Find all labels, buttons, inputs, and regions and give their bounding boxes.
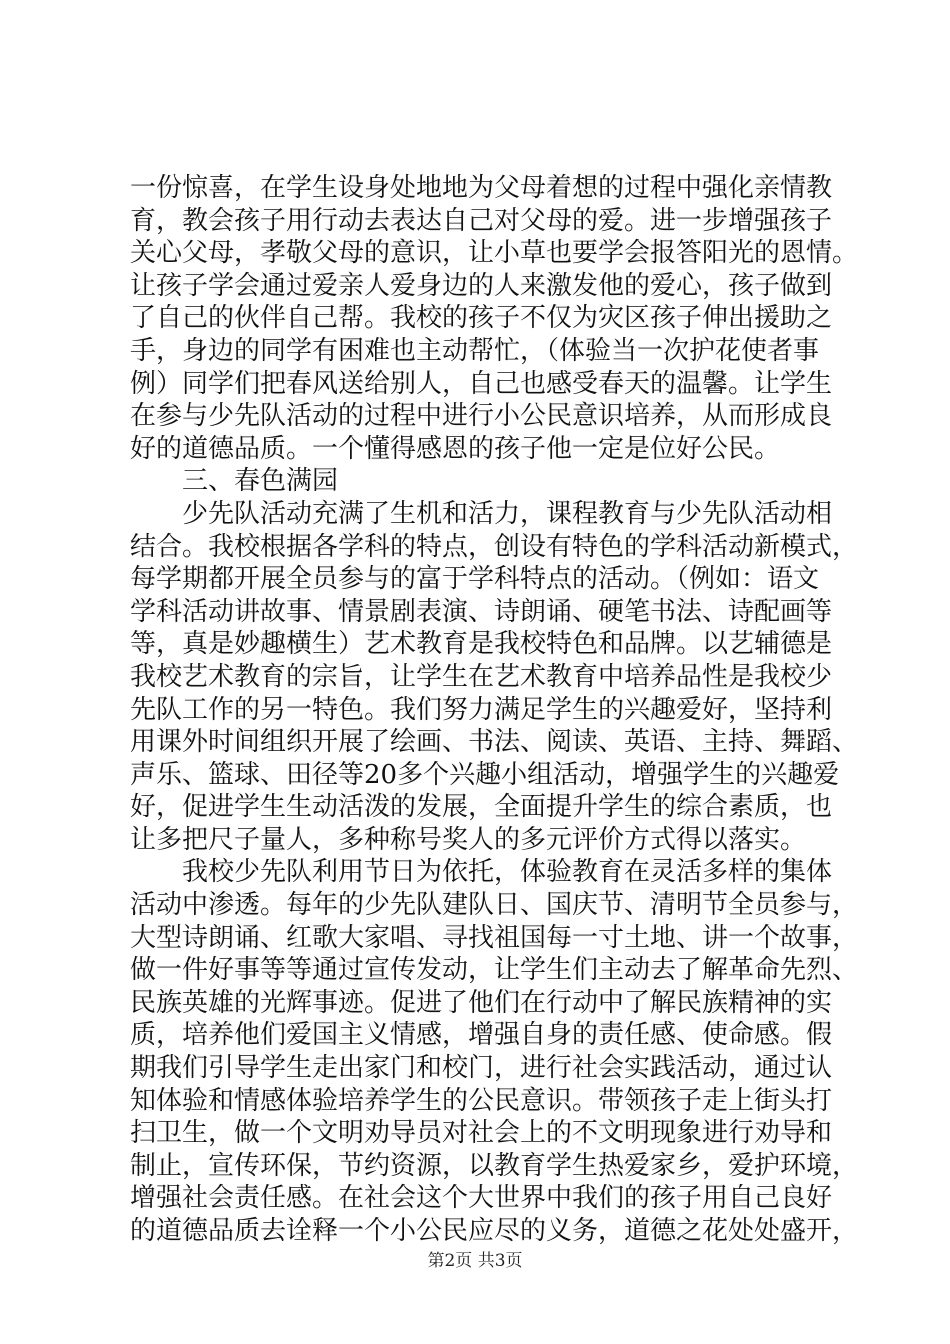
text-line: 让孩子学会通过爱亲人爱身边的人来激发他的爱心，孩子做到 — [130, 270, 833, 301]
text-line: 做一件好事等等通过宣传发动，让学生们主动去了解革命先烈、 — [130, 955, 859, 986]
text-line: 结合。我校根据各学科的特点，创设有特色的学科活动新模式， — [130, 531, 859, 562]
text-line: 在参与少先队活动的过程中进行小公民意识培养，从而形成良 — [130, 401, 833, 432]
text-line: 增强社会责任感。在社会这个大世界中我们的孩子用自己良好 — [130, 1183, 833, 1214]
text-line: 知体验和情感体验培养学生的公民意识。带领孩子走上街头打 — [130, 1085, 833, 1116]
text-line: 期我们引导学生走出家门和校门，进行社会实践活动，通过认 — [130, 1053, 833, 1084]
text-line: 好的道德品质。一个懂得感恩的孩子他一定是位好公民。 — [130, 433, 781, 464]
text-line: 制止，宣传环保，节约资源，以教育学生热爱家乡，爱护环境， — [130, 1150, 859, 1181]
text-line: 用课外时间组织开展了绘画、书法、阅读、英语、主持、舞蹈、 — [130, 727, 859, 758]
text-line: 先队工作的另一特色。我们努力满足学生的兴趣爱好，坚持利 — [130, 694, 833, 725]
text-line: 民族英雄的光辉事迹。促进了他们在行动中了解民族精神的实 — [130, 987, 833, 1018]
text-line: 的道德品质去诠释一个小公民应尽的义务，道德之花处处盛开， — [130, 1216, 859, 1246]
body-text — [130, 172, 859, 1248]
text-line: 例）同学们把春风送给别人，自己也感受春天的温馨。让学生 — [130, 368, 833, 399]
page-number-label: 第2页 共3页 — [427, 1251, 523, 1271]
page-footer — [0, 1246, 950, 1271]
text-line: 每学期都开展全员参与的富于学科特点的活动。（例如：语文 — [130, 564, 820, 595]
text-line: 等，真是妙趣横生）艺术教育是我校特色和品牌。以艺辅德是 — [130, 629, 833, 660]
text-line: 我校艺术教育的宗旨，让学生在艺术教育中培养品性是我校少 — [130, 661, 833, 692]
text-line: 好，促进学生生动活泼的发展，全面提升学生的综合素质，也 — [130, 792, 833, 823]
text-line: 质，培养他们爱国主义情感，增强自身的责任感、使命感。假 — [130, 1020, 833, 1051]
text-line: 手，身边的同学有困难也主动帮忙，（体验当一次护花使者事 — [130, 335, 820, 366]
text-line: 一份惊喜，在学生设身处地地为父母着想的过程中强化亲情教 — [130, 173, 833, 203]
text-line: 大型诗朗诵、红歌大家唱、寻找祖国每一寸土地、讲一个故事， — [130, 922, 859, 953]
section-heading: 三、春色满园 — [182, 466, 339, 497]
paragraph-start-line: 少先队活动充满了生机和活力，课程教育与少先队活动相 — [182, 498, 833, 529]
text-line: 了自己的伙伴自己帮。我校的孩子不仅为灾区孩子伸出援助之 — [130, 303, 833, 334]
text-line: 声乐、篮球、田径等20多个兴趣小组活动，增强学生的兴趣爱 — [130, 759, 840, 790]
text-line: 活动中渗透。每年的少先队建队日、国庆节、清明节全员参与， — [130, 890, 859, 921]
text-line: 让多把尺子量人，多种称号奖人的多元评价方式得以落实。 — [130, 824, 807, 855]
text-line: 扫卫生，做一个文明劝导员对社会上的不文明现象进行劝导和 — [130, 1118, 833, 1149]
paragraph-start-line: 我校少先队利用节日为依托，体验教育在灵活多样的集体 — [182, 857, 833, 888]
text-line: 育，教会孩子用行动去表达自己对父母的爱。进一步增强孩子 — [130, 205, 833, 236]
text-line: 学科活动讲故事、情景剧表演、诗朗诵、硬笔书法、诗配画等 — [130, 596, 833, 627]
text-line: 关心父母，孝敬父母的意识，让小草也要学会报答阳光的恩情。 — [130, 238, 859, 269]
